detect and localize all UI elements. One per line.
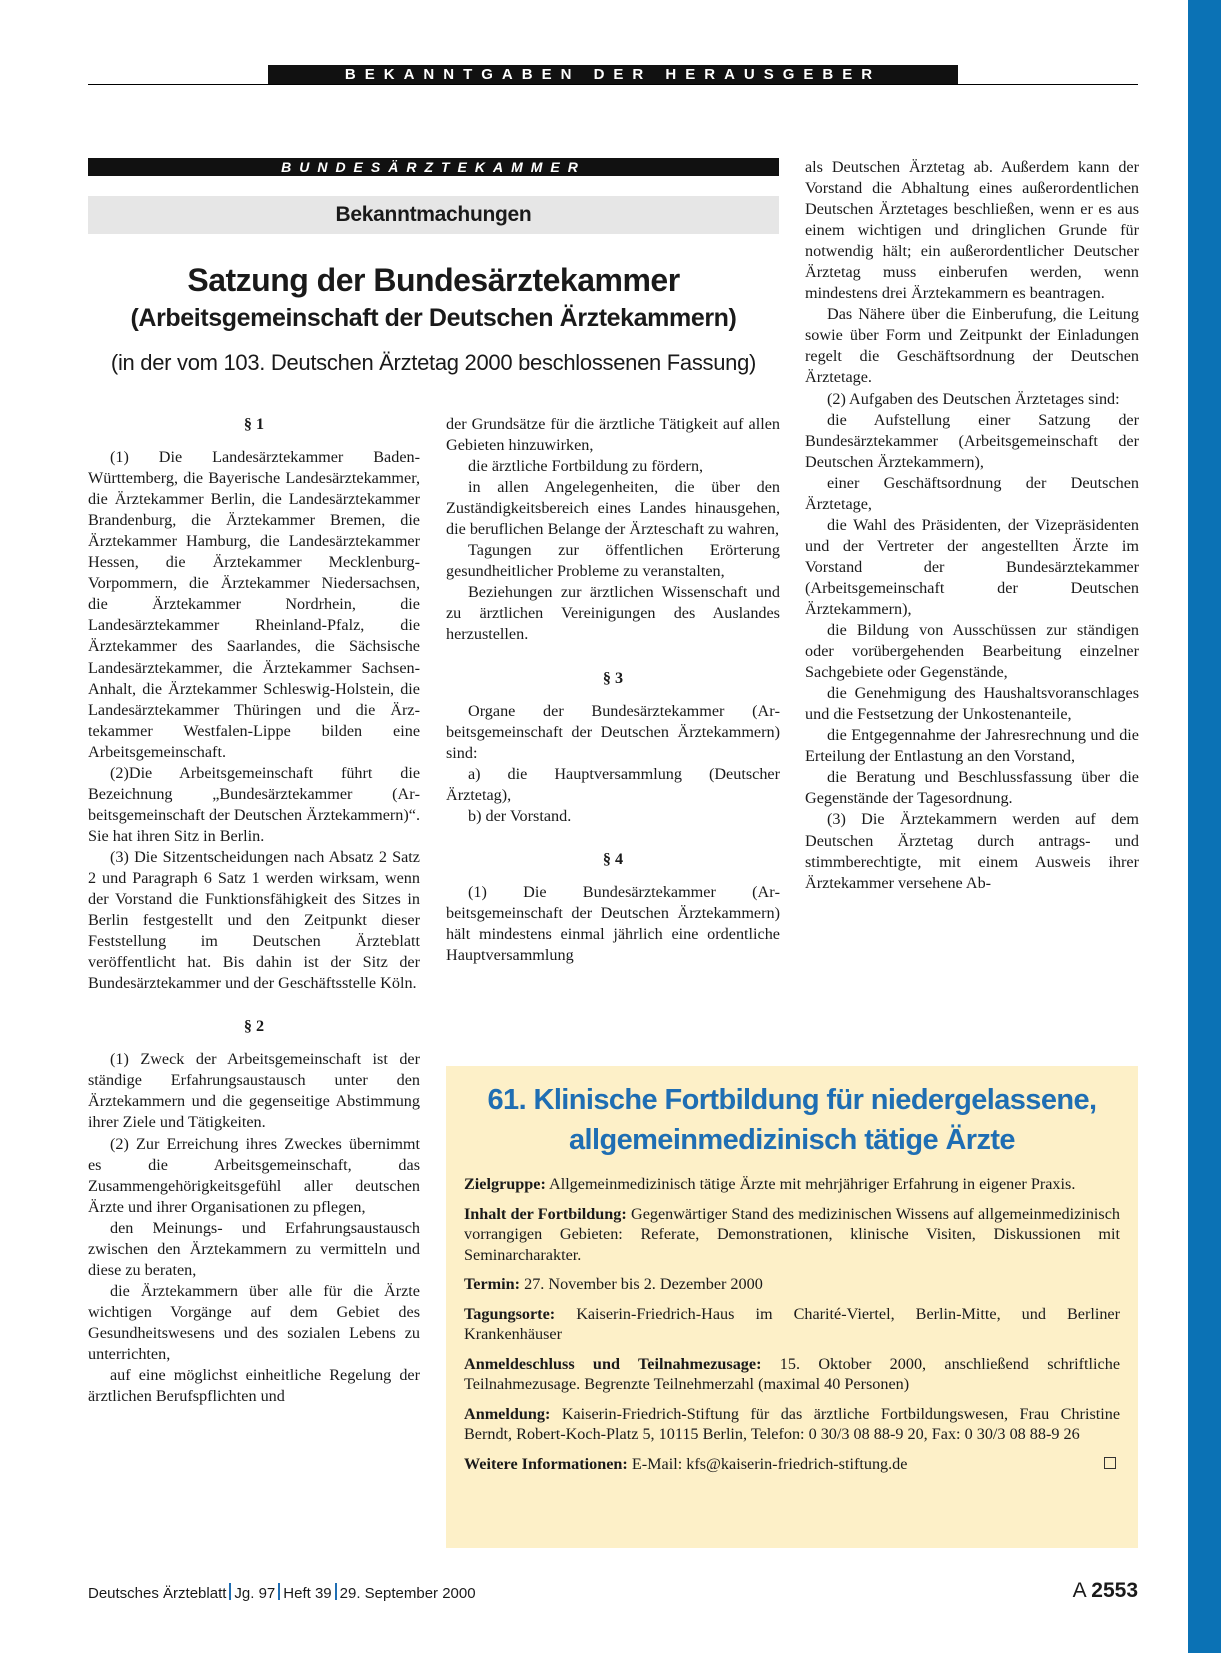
info-label: Zielgruppe: (464, 1175, 546, 1193)
end-square-icon (1104, 1457, 1116, 1469)
section-heading: § 2 (243, 1017, 265, 1036)
info-item-deadline (464, 1354, 1120, 1395)
info-label: Anmeldeschluss und Teilnahmezusage: (464, 1354, 762, 1373)
page-footer (88, 1579, 1138, 1606)
header-banner: BEKANNTGABEN DER HERAUSGEBER (268, 65, 958, 84)
paragraph: den Meinungs- und Erfahrungsaustausch zwischen den Ärztekammern zu vermitteln und diese zu beraten, (88, 1218, 420, 1279)
paragraph: (2) Zur Erreichung ihres Zweckes übernimmt es die Arbeitsgemeinschaft, das Zusammengehörigkeitsgefühl aller deutschen Ärzte und ihrer Organisationen zu pflegen, (88, 1134, 420, 1216)
event-title (464, 1080, 1120, 1160)
text-column-3 (805, 157, 1139, 894)
paragraph: die Ärztekammern über alle für die Ärzte wichtigen Vorgänge auf dem Gebiet des Gesundheitswesens und des sozialen Lebens zu unterrichten, (88, 1281, 420, 1363)
footer-separator (278, 1583, 280, 1600)
info-text: 27. November bis 2. Dezember 2000 (524, 1275, 763, 1293)
info-label: Inhalt der Fortbildung: (464, 1204, 627, 1223)
header-rule (88, 84, 1138, 85)
more-info-line (464, 1454, 907, 1475)
text-column-2 (446, 414, 780, 966)
info-label: Tagungsorte: (464, 1304, 556, 1323)
paragraph: (1) Die Bundesärztekammer (Arbeitsgemeinschaft der Deutschen Ärztekammern) hält mindestens einmal jährlich eine ordentliche Hauptversammlung (446, 882, 780, 965)
issue-date: 29. September 2000 (339, 1585, 476, 1602)
info-text: Kaiserin-Friedrich-Stiftung für das ärztliche Fortbildungswesen, Frau Christine Berndt, Robert-Koch-Platz 5, 10115 Berlin, Telefon: 0 30/3 08 88-9 20, Fax: 0 30/3 08 88-9 26 (464, 1404, 1121, 1443)
paragraph: (1) Zweck der Arbeitsgemeinschaft ist der ständige Erfahrungsaustausch unter den Ärztekammern und die gegenseitige Abstimmung ihrer Ziele und Tätigkeiten. (88, 1050, 420, 1132)
paragraph: (2) Aufgaben des Deutschen Ärztetages sind: (827, 389, 1120, 408)
paragraph: in allen Angelegenheiten, die über den Zuständigkeitsbereich eines Landes hinausgehen, die beruflichen Belange der Ärzteschaft zu wahren, (446, 478, 780, 539)
event-title-line-1: 61. Klinische Fortbildung für niedergelassene, (487, 1084, 1097, 1116)
paragraph: Das Nähere über die Einberufung, die Leitung sowie über Form und Zeitpunkt der Einladungen regelt die Geschäftsordnung der Deutschen Ärztetage. (805, 305, 1139, 387)
paragraph: die Bildung von Ausschüssen zur ständigen oder vorübergehenden Bearbeitung einzelner Sachgebiete oder Gegenstände, (805, 621, 1139, 682)
info-text: Gegenwärtiger Stand des medizinischen Wissens auf allgemeinmedizinisch vorrangigen Gebieten: Referate, Demonstrationen, klinische Visiten, Diskussionen mit Seminarcharakter. (464, 1204, 1120, 1264)
page-subtitle: (Arbeitsgemeinschaft der Deutschen Ärztekammern) (130, 304, 737, 332)
info-label: Anmeldung: (464, 1404, 551, 1423)
right-edge-blue-bar (1188, 0, 1221, 1653)
info-item-date (464, 1274, 1120, 1295)
paragraph: (3) Die Ärztekammern werden auf dem Deutschen Ärztetag durch antrags- und stimmberechtigte, mit einem Ausweis ihrer Ärztekammer versehene Ab- (805, 810, 1139, 892)
paragraph: auf eine möglichst einheitliche Regelung der ärztlichen Berufspflichten und (88, 1366, 420, 1406)
section-label: BUNDESÄRZTEKAMMER (88, 158, 779, 176)
paragraph: die Wahl des Präsidenten, der Vizepräsidenten und der Vertreter der angestellten Ärzte im Vorstand der Bundesärztekammer (Arbeitsgemeinschaft der Deutschen Ärztekammern), (805, 515, 1139, 618)
journal-name: Deutsches Ärzteblatt (88, 1585, 227, 1602)
page-number (1073, 1579, 1138, 1603)
paragraph: (2)Die Arbeitsgemeinschaft führt die Bezeichnung „Bundesärztekammer (Arbeitsgemeinschaft der Deutschen Ärztekammern)“. Sie hat ihren Sitz in Berlin. (88, 763, 420, 845)
page-number-value: 2553 (1091, 1579, 1138, 1602)
paragraph: (3) Die Sitzentscheidungen nach Absatz 2 Satz 2 und Paragraph 6 Satz 1 werden wirksam, wenn der Vorstand die Funktionsfähigkeit des Sitzes in Berlin festgestellt und den Zeitpunkt dieser Feststellung im Deutschen Ärzteblatt veröffentlicht hat. Bis dahin ist der Sitz der Bundesärztekammer und der Geschäftsstelle Köln. (88, 847, 420, 993)
journal-volume: Jg. 97 (234, 1585, 276, 1602)
info-item-venues (464, 1304, 1120, 1345)
title-note: (in der vom 103. Deutschen Ärztetag 2000 beschlossenen Fassung) (110, 350, 757, 375)
page-prefix: A (1072, 1579, 1086, 1602)
info-label: Weitere Informationen: (464, 1454, 628, 1473)
footer-separator (335, 1583, 337, 1600)
info-item-target-group (464, 1174, 1120, 1195)
info-text: Allgemeinmedizinisch tätige Ärzte mit mehrjähriger Erfahrung in eigener Praxis. (549, 1175, 1076, 1193)
category-bar: Bekanntmachungen (88, 196, 779, 234)
section-heading: § 3 (602, 668, 624, 687)
paragraph: die Beratung und Beschlussfassung über die Gegenstände der Tagesordnung. (805, 768, 1139, 808)
info-item-content (464, 1204, 1120, 1266)
info-item-more-info (464, 1454, 1120, 1475)
text-column-1 (88, 414, 420, 1407)
paragraph: einer Geschäftsordnung der Deutschen Ärztetage, (805, 473, 1139, 513)
title-block (88, 260, 779, 380)
page-title: Satzung der Bundesärztekammer (187, 262, 680, 298)
paragraph: die Entgegennahme der Jahresrechnung und die Erteilung der Entlastung an den Vorstand, (805, 726, 1139, 766)
paragraph: Beziehungen zur ärztlichen Wissenschaft und zu ärztlichen Vereinigungen des Auslandes herzustellen. (446, 583, 780, 644)
paragraph: als Deutschen Ärztetag ab. Außerdem kann der Vorstand die Abhaltung eines außerordentlichen Deutschen Ärztetages beschließen, wenn er es aus einem wichtigen und dringlichen Grunde für notwendig hält; ein außerordentlicher Deutscher Ärztetag muss einberufen werden, wenn mindestens drei Ärztekammern es beantragen. (805, 158, 1139, 303)
section-heading: § 1 (243, 415, 265, 433)
info-item-registration (464, 1404, 1120, 1445)
info-text[interactable]: E-Mail: kfs@kaiserin-friedrich-stiftung.de (631, 1454, 908, 1473)
paragraph: die Aufstellung einer Satzung der Bundesärztekammer (Arbeitsgemeinschaft der Deutschen Ärztekammern), (805, 410, 1139, 471)
paragraph: die Genehmigung des Haushaltsvoranschlages und die Festsetzung der Unkostenanteile, (805, 684, 1139, 724)
paragraph: (1) Die Landesärztekammer Baden-Württemberg, die Bayerische Landesärztekammer, die Ärztekammer Berlin, die Landesärztekammer Brandenburg, die Ärztekammer Bremen, die Ärztekammer Hamburg, die Landesärztekammer Hessen, die Ärztekammer Mecklenburg-Vorpommern, die Ärztekammer Niedersachsen, die Ärztekammer Nordrhein, die Landesärztekammer Rheinland-Pfalz, die Ärztekammer des Saarlandes, die Sächsische Landesärztekammer, die Ärztekammer Sachsen-Anhalt, die Ärztekammer Schleswig-Holstein, die Landesärztekammer Thüringen und die Ärztekammer Westfalen-Lippe bilden eine Arbeitsgemeinschaft. (88, 448, 420, 761)
event-info-box (446, 1066, 1138, 1548)
journal-issue: Heft 39 (283, 1585, 332, 1602)
info-text: Kaiserin-Friedrich-Haus im Charité-Viertel, Berlin-Mitte, und Berliner Krankenhäuser (464, 1304, 1121, 1343)
paragraph: Tagungen zur öffentlichen Erörterung gesundheitlicher Probleme zu veranstalten, (446, 541, 780, 581)
section-heading: § 4 (602, 849, 624, 868)
paragraph: b) der Vorstand. (468, 806, 572, 825)
paragraph: Organe der Bundesärztekammer (Arbeitsgemeinschaft der Deutschen Ärztekammern) sind: (446, 701, 780, 762)
info-text: 15. Oktober 2000, anschließend schriftliche Teilnahmezusage. Begrenzte Teilnehmerzahl (maximal 40 Personen) (464, 1354, 1121, 1393)
paragraph: a) die Hauptversammlung (Deutscher Ärztetag), (446, 764, 780, 804)
info-label: Termin: (464, 1275, 521, 1293)
paragraph: der Grundsätze für die ärztliche Tätigkeit auf allen Gebieten hinzuwirken, (446, 415, 780, 455)
event-title-line-2: allgemeinmedizinisch tätige Ärzte (569, 1124, 1015, 1156)
footer-separator (229, 1583, 231, 1600)
paragraph: die ärztliche Fortbildung zu fördern, (468, 457, 704, 476)
